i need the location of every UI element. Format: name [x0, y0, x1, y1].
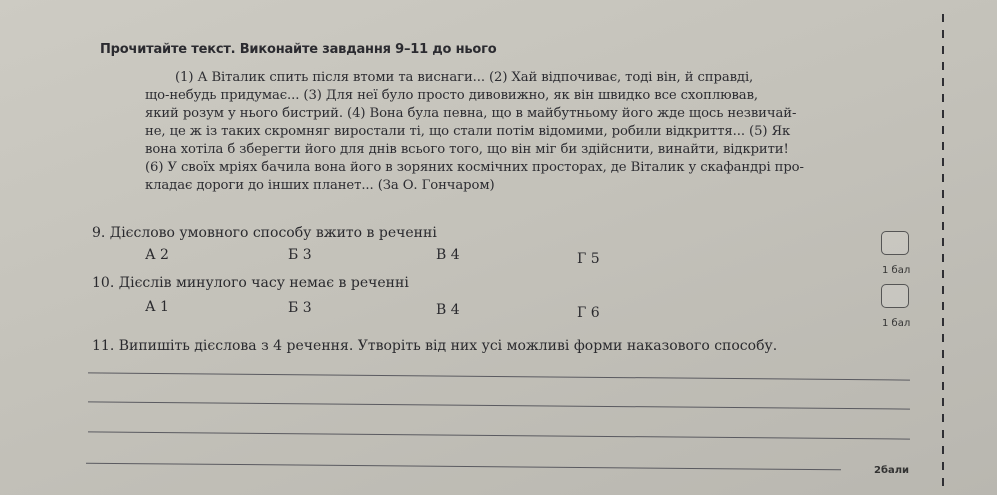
answer-line[interactable]: [88, 401, 910, 409]
task-9-points: 1 бал: [882, 265, 911, 276]
margin-mark: [942, 158, 944, 166]
margin-mark: [942, 78, 944, 86]
margin-mark: [942, 94, 944, 102]
task-9-score-box[interactable]: [881, 231, 909, 255]
margin-mark: [942, 462, 944, 470]
task-9-option-b[interactable]: Б 3: [288, 247, 312, 263]
margin-mark: [942, 174, 944, 182]
task-11-question: 11. Випишіть дієслова з 4 речення. Утворіть від них усі можливі форми наказового способу.: [92, 338, 778, 354]
passage-line: вона хотіла б зберегти його для днів всього того, що він міг би здійснити, винайти, відкрити!: [145, 142, 789, 157]
margin-mark: [942, 350, 944, 358]
margin-mark: [942, 254, 944, 262]
passage-line: (6) У своїх мріях бачила вона його в зоряних космічних просторах, де Віталик у скафандрі про-: [145, 160, 804, 175]
task-9-option-c[interactable]: В 4: [436, 247, 460, 263]
margin-mark: [942, 286, 944, 294]
margin-mark: [942, 430, 944, 438]
task-10-option-b[interactable]: Б 3: [288, 300, 312, 316]
task-10-points: 1 бал: [882, 318, 911, 329]
task-9-option-d[interactable]: Г 5: [577, 251, 600, 267]
instructions-heading: Прочитайте текст. Виконайте завдання 9–11 до нього: [100, 42, 497, 57]
margin-mark: [942, 46, 944, 54]
margin-mark: [942, 366, 944, 374]
task-11-points: 2бали: [874, 465, 910, 476]
margin-mark: [942, 478, 944, 486]
task-10-option-a[interactable]: А 1: [145, 299, 169, 315]
margin-mark: [942, 30, 944, 38]
answer-line[interactable]: [88, 431, 910, 439]
margin-mark: [942, 398, 944, 406]
margin-mark: [942, 318, 944, 326]
margin-mark: [942, 126, 944, 134]
passage-line: що-небудь придумає... (3) Для неї було просто дивовижно, як він швидко все схоплював,: [145, 88, 758, 103]
margin-mark: [942, 382, 944, 390]
task-10-option-d[interactable]: Г 6: [577, 305, 600, 321]
task-9-question: 9. Дієслово умовного способу вжито в реченні: [92, 225, 437, 241]
margin-mark: [942, 206, 944, 214]
margin-mark: [942, 142, 944, 150]
margin-mark: [942, 222, 944, 230]
task-10-option-c[interactable]: В 4: [436, 302, 460, 318]
passage-line: кладає дороги до інших планет... (За О. Гончаром): [145, 178, 495, 193]
passage-line: не, це ж із таких скромняг виростали ті, що стали потім відомими, робили відкриття... (5) Як: [145, 124, 791, 139]
margin-mark: [942, 270, 944, 278]
margin-mark: [942, 238, 944, 246]
margin-mark: [942, 446, 944, 454]
margin-mark: [942, 190, 944, 198]
margin-mark: [942, 302, 944, 310]
task-10-score-box[interactable]: [881, 284, 909, 308]
answer-line[interactable]: [86, 463, 841, 471]
task-9-option-a[interactable]: А 2: [145, 247, 169, 263]
margin-mark: [942, 414, 944, 422]
margin-mark: [942, 62, 944, 70]
margin-mark: [942, 14, 944, 22]
margin-mark: [942, 110, 944, 118]
margin-mark: [942, 334, 944, 342]
task-10-question: 10. Дієслів минулого часу немає в реченні: [92, 275, 409, 291]
passage-line: який розум у нього бистрий. (4) Вона була певна, що в майбутньому його жде щось незвичай-: [145, 106, 797, 121]
passage-line: (1) А Віталик спить після втоми та виснаги... (2) Хай відпочиває, тоді він, й справді,: [175, 70, 754, 85]
answer-line[interactable]: [88, 372, 910, 380]
